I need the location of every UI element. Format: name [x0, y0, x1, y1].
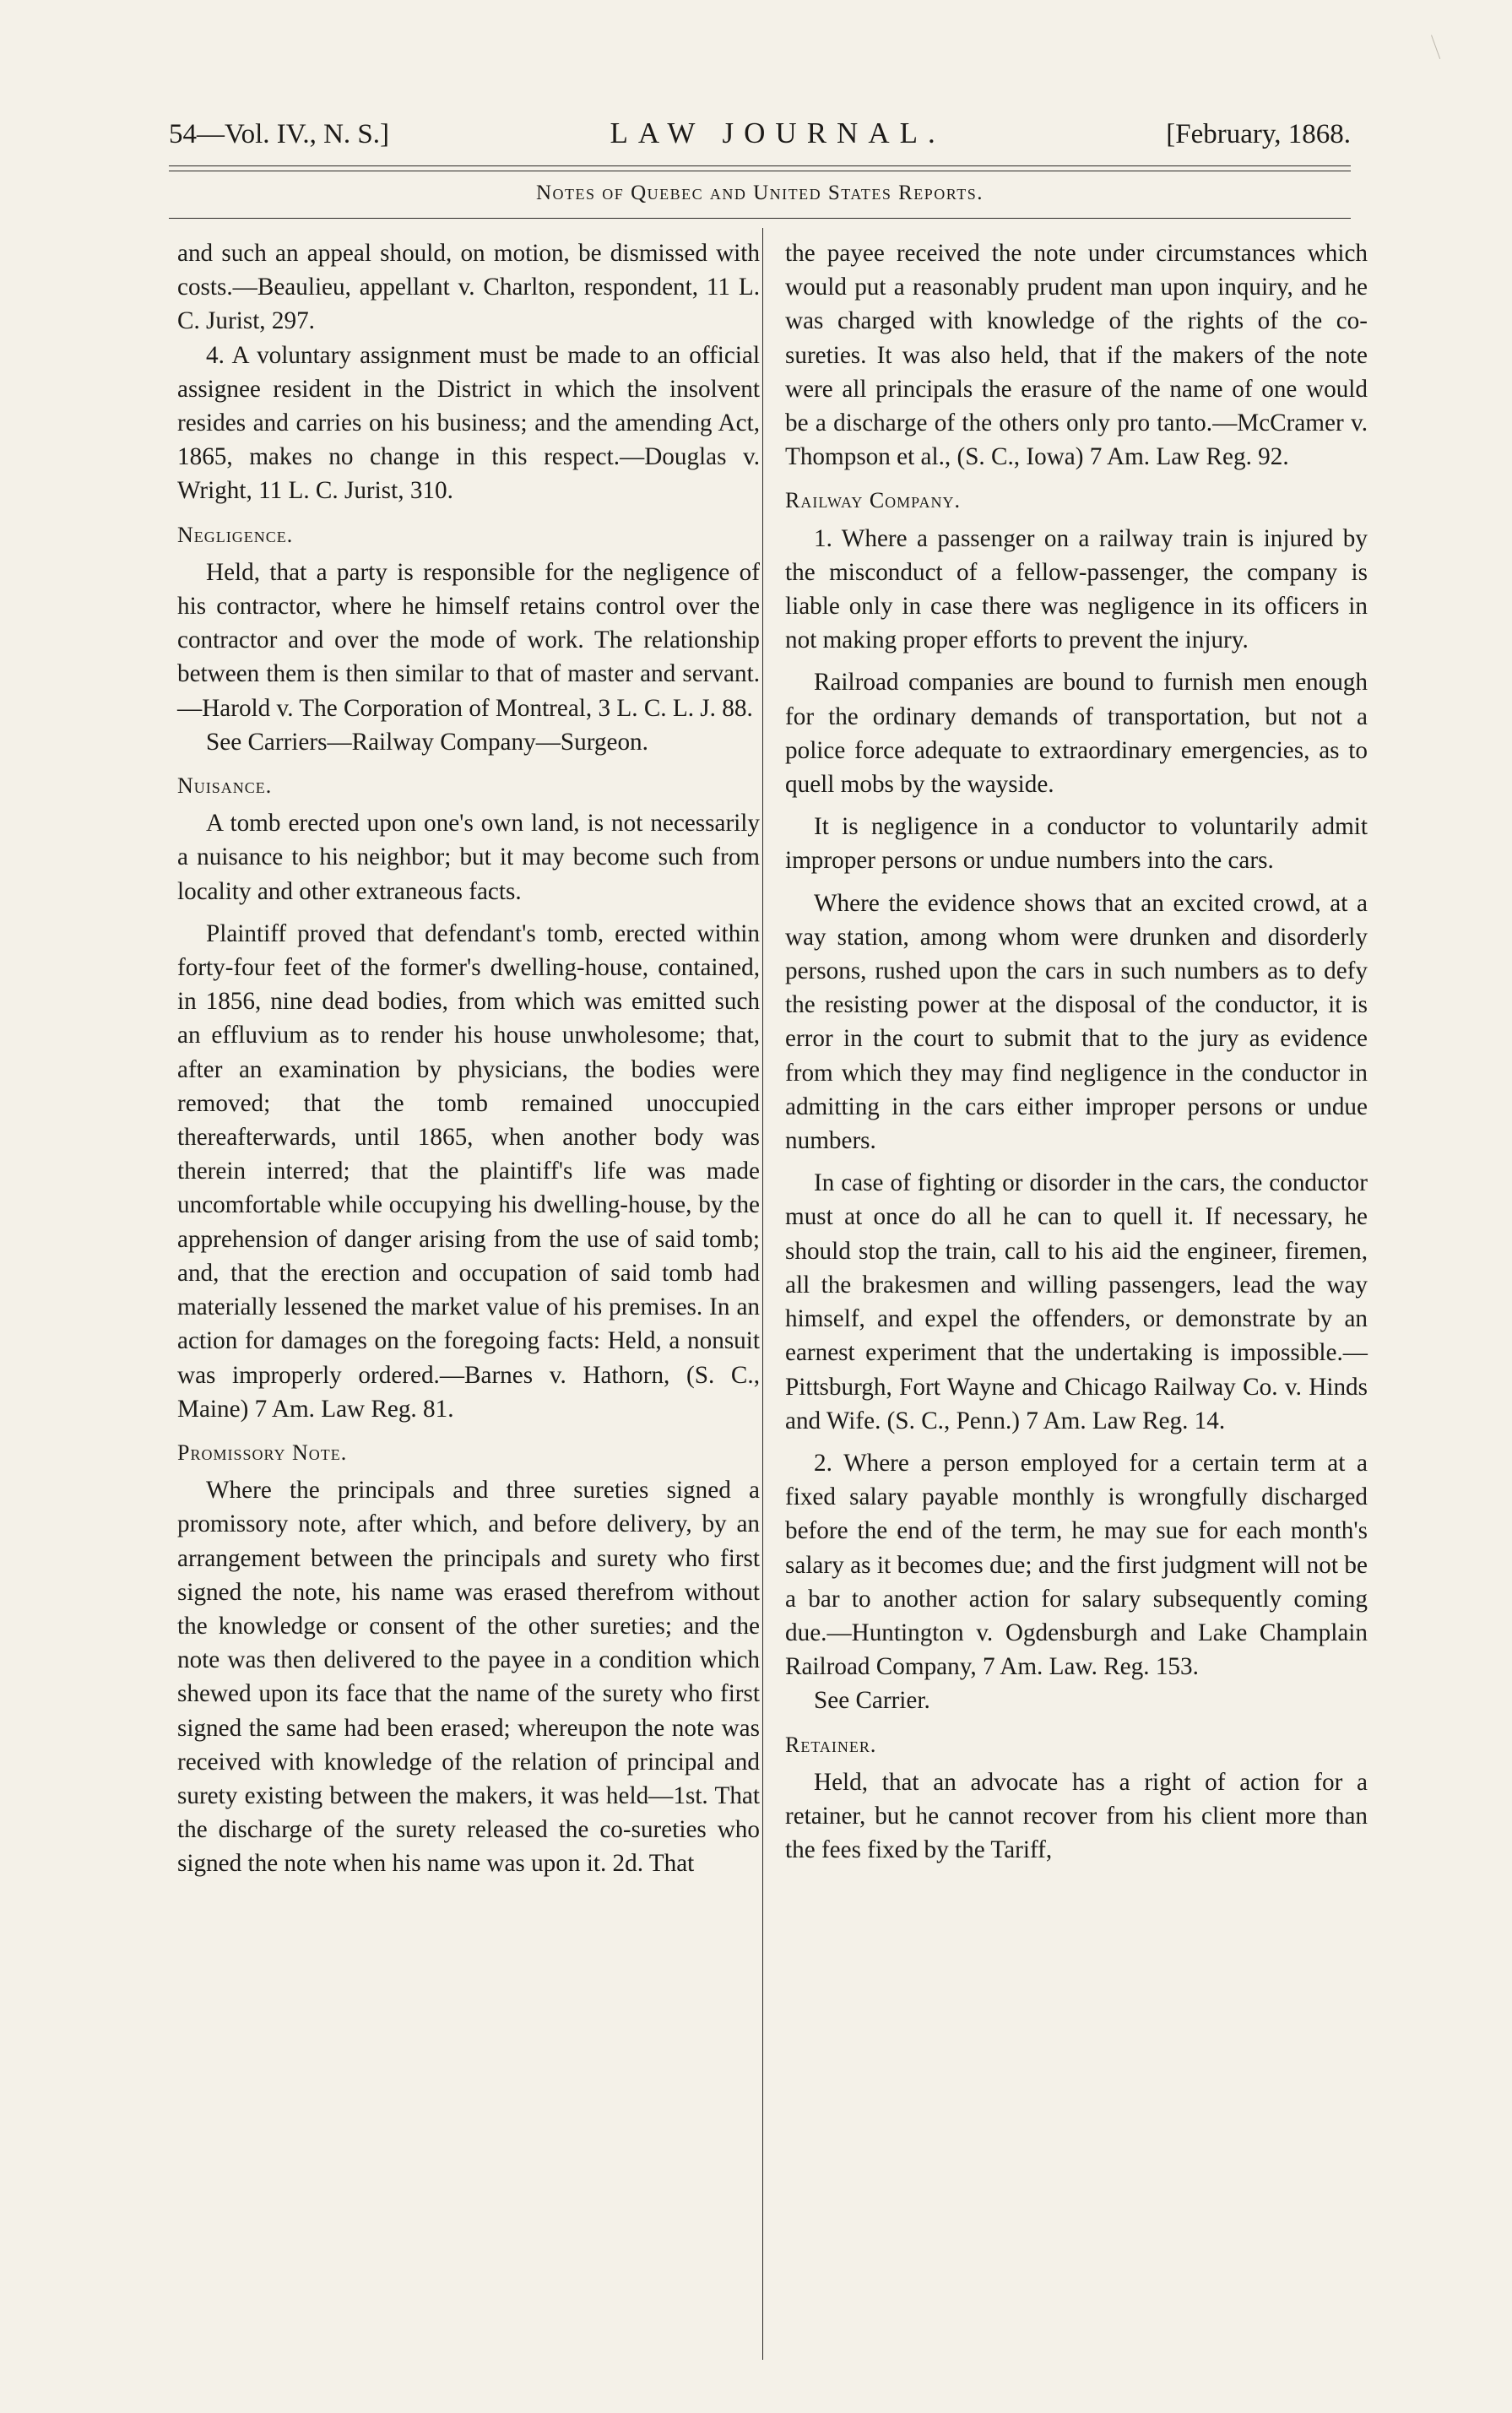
- paragraph: It is negligence in a conductor to voluntarily admit improper persons or undue numbers into the cars.: [785, 813, 1368, 875]
- right-column: [785, 236, 1368, 1867]
- left-column: [177, 236, 760, 1881]
- paper-mark: [1431, 34, 1444, 59]
- subheader-rule: [169, 218, 1351, 219]
- section-heading-nuisance: Nuisance.: [177, 773, 273, 799]
- paragraph: A tomb erected upon one's own land, is not necessarily a nuisance to his neighbor; but it may become such from locality and other extraneous facts.: [177, 810, 760, 905]
- section-heading-promissory-note: Promissory Note.: [177, 1440, 348, 1465]
- paragraph: Held, that a party is responsible for the negligence of his contractor, where he himself retains control over the contractor and over the mode of work. The relationship between them is then similar to that of master and servant.—Harold v. The Corporation of Montreal, 3 L. C. L. J. 88.: [177, 558, 760, 722]
- header-title: LAW JOURNAL.: [610, 117, 946, 149]
- section-heading-railway-company: Railway Company.: [785, 488, 962, 513]
- section-heading-retainer: Retainer.: [785, 1732, 877, 1757]
- paragraph: and such an appeal should, on motion, be dismissed with costs.—Beaulieu, appellant v. Charlton, respondent, 11 L. C. Jurist, 297.: [177, 240, 760, 335]
- paragraph: Where the evidence shows that an excited crowd, at a way station, among whom were drunken and disorderly persons, rushed upon the cars in such numbers as to defy the resisting power at the disposal of the conductor, it is error in the court to submit that to the jury as evidence from which they may find negligence in the conductor in admitting in the cars either improper persons or undue numbers.: [785, 889, 1368, 1155]
- paragraph: In case of fighting or disorder in the cars, the conductor must at once do all he can to quell it. If necessary, he should stop the train, call to his aid the engineer, firemen, all the brakesmen and willing passengers, lead the way himself, and expel the offenders, or demonstrate by an earnest experiment that the undertaking is impossible.—Pittsburgh, Fort Wayne and Chicago Railway Co. v. Hinds and Wife. (S. C., Penn.) 7 Am. Law Reg. 14.: [785, 1169, 1368, 1434]
- paragraph: Held, that an advocate has a right of action for a retainer, but he cannot recover from his client more than the fees fixed by the Tariff,: [785, 1768, 1368, 1864]
- paragraph: 1. Where a passenger on a railway train is injured by the misconduct of a fellow-passenger, the company is liable only in case there was negligence in its officers in not making proper efforts to prevent the injury.: [785, 524, 1368, 654]
- header-date: [February, 1868.: [1166, 119, 1351, 149]
- paragraph: Railroad companies are bound to furnish men enough for the ordinary demands of transportation, but not a police force adequate to extraordinary emergencies, as to quell mobs by the wayside.: [785, 669, 1368, 799]
- column-divider: [762, 228, 763, 2360]
- header-volume: 54—Vol. IV., N. S.]: [169, 119, 389, 149]
- running-header: [169, 117, 1351, 150]
- section-heading-negligence: Negligence.: [177, 522, 294, 547]
- cross-reference: See Carrier.: [814, 1687, 930, 1715]
- section-title: Notes of Quebec and United States Reports.: [536, 182, 984, 204]
- paragraph: 4. A voluntary assignment must be made to an official assignee resident in the District in which the insolvent resides and carries on his business; and the amending Act, 1865, makes no change in this respect.—Douglas v. Wright, 11 L. C. Jurist, 310.: [177, 341, 760, 505]
- paragraph: Where the principals and three sureties signed a promissory note, after which, and before delivery, by an arrangement between the principals and surety who first signed the note, his name was erased therefrom without the knowledge or consent of the other sureties; and the note was then delivered to the payee in a condition which shewed upon its face that the name of the surety who first signed the same had been erased; whereupon the note was received with knowledge of the relation of principal and surety existing between the makers, it was held—1st. That the discharge of the surety released the co-sureties who signed the note when his name was upon it. 2d. That: [177, 1477, 760, 1878]
- paragraph: 2. Where a person employed for a certain term at a fixed salary payable monthly is wrongfully discharged before the end of the term, he may sue for each month's salary as it becomes due; and the first judgment will not be a bar to another action for salary subsequently coming due.—Huntington v. Ogdensburgh and Lake Champlain Railroad Company, 7 Am. Law. Reg. 153.: [785, 1449, 1368, 1681]
- paragraph: Plaintiff proved that defendant's tomb, erected within forty-four feet of the former's dwelling-house, contained, in 1856, nine dead bodies, from which was emitted such an effluvium as to render his house unwholesome; that, after an examination by physicians, the bodies were removed; that the tomb remained unoccupied thereafterwards, until 1865, when another body was therein interred; that the plaintiff's life was made uncomfortable while occupying his dwelling-house, by the apprehension of danger arising from the use of said tomb; and, that the erection and occupation of said tomb had materially lessened the market value of his premises. In an action for damages on the foregoing facts: Held, a nonsuit was improperly ordered.—Barnes v. Hathorn, (S. C., Maine) 7 Am. Law Reg. 81.: [177, 919, 760, 1423]
- cross-reference: See Carriers—Railway Company—Surgeon.: [206, 728, 648, 756]
- paragraph: the payee received the note under circumstances which would put a reasonably prudent man upon inquiry, and he was charged with knowledge of the rights of the co-sureties. It was also held, that if the makers of the note were all principals the erasure of the name of one would be a discharge of the others only pro tanto.—McCramer v. Thompson et al., (S. C., Iowa) 7 Am. Law Reg. 92.: [785, 240, 1368, 471]
- header-rule-top: [169, 165, 1351, 166]
